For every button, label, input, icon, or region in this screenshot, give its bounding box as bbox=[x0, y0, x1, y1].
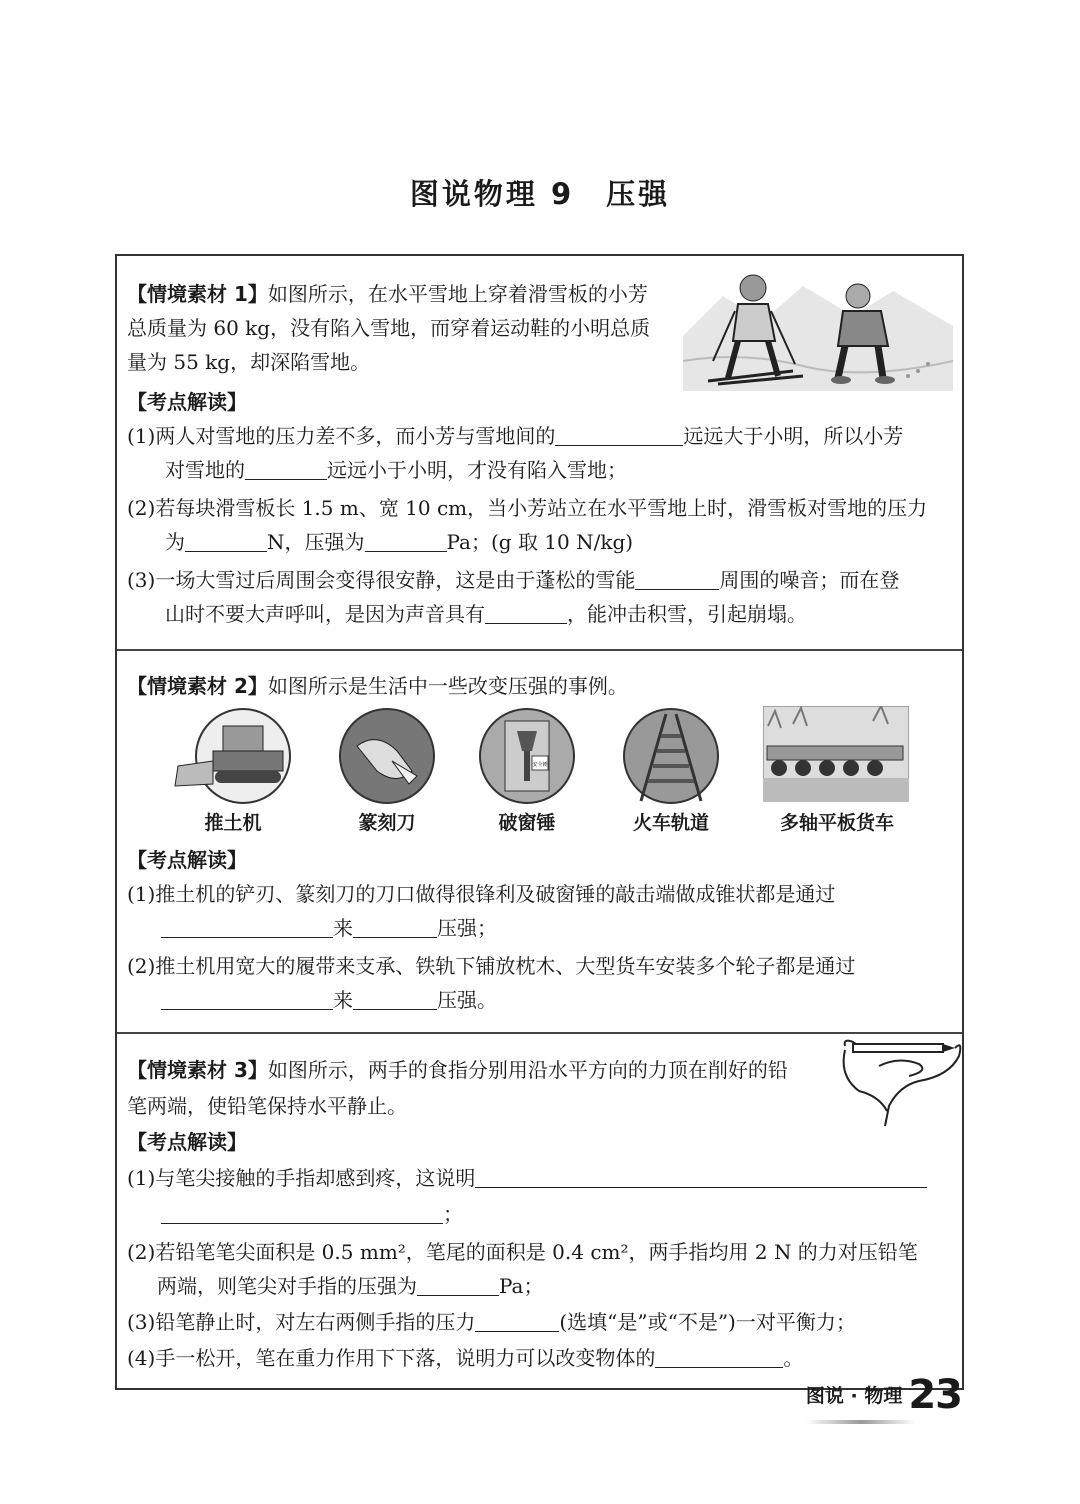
caption-bulldozer: 推土机 bbox=[204, 812, 262, 834]
s2-q1-line1: (1)推土机的铲刃、篆刻刀的刀口做得很锋利及破窗锤的敲击端做成锥状都是通过 bbox=[127, 882, 836, 906]
answer-blank[interactable] bbox=[161, 1203, 443, 1224]
s1-q3-line2: 山时不要大声呼叫，是因为声音具有 ，能冲击积雪，引起崩塌。 bbox=[165, 602, 807, 626]
caption-railway: 火车轨道 bbox=[632, 812, 709, 834]
answer-blank[interactable] bbox=[485, 603, 567, 624]
carving-knife-image bbox=[337, 706, 437, 806]
section3-analysis-tag: 【考点解读】 bbox=[127, 1130, 247, 1154]
skiers-illustration bbox=[683, 266, 953, 391]
section1-intro-text1: 如图所示，在水平雪地上穿着滑雪板的小芳 bbox=[267, 282, 648, 306]
content-frame bbox=[115, 254, 964, 1390]
s1-q1-line2: 对雪地的 远远小于小明，才没有陷入雪地； bbox=[165, 458, 627, 482]
s3-q3-line1: (3)铅笔静止时，对左右两侧手指的压力 (选填“是”或“不是”)一对平衡力； bbox=[127, 1310, 856, 1334]
s3-q4-line1: (4)手一松开，笔在重力作用下下落，说明力可以改变物体的 。 bbox=[127, 1346, 804, 1370]
answer-blank[interactable] bbox=[475, 1167, 927, 1188]
section-divider bbox=[117, 649, 962, 651]
bulldozer-image bbox=[173, 706, 293, 806]
s1-q1-line1: (1)两人对雪地的压力差不多，而小芳与雪地间的 远远大于小明，所以小芳 bbox=[127, 424, 904, 448]
section2-analysis-tag: 【考点解读】 bbox=[127, 848, 247, 872]
answer-blank[interactable] bbox=[475, 1311, 559, 1332]
caption-flatbed-truck: 多轴平板货车 bbox=[779, 812, 894, 834]
s2-q2-line2: 来 压强。 bbox=[161, 986, 497, 1014]
answer-blank[interactable] bbox=[555, 425, 683, 446]
caption-carving-knife: 篆刻刀 bbox=[358, 812, 416, 834]
section1-intro-line1 bbox=[127, 280, 648, 308]
flatbed-truck-image bbox=[763, 706, 909, 802]
section1-intro-line2: 总质量为 60 kg，没有陷入雪地，而穿着运动鞋的小明总质 bbox=[127, 316, 651, 340]
s2-q2-line1: (2)推土机用宽大的履带来支承、铁轨下铺放枕木、大型货车安装多个轮子都是通过 bbox=[127, 954, 856, 978]
s3-q2-line1: (2)若铅笔笔尖面积是 0.5 mm²，笔尾的面积是 0.4 cm²，两手指均用 2 N 的力对压铅笔 bbox=[127, 1240, 918, 1264]
s2-q1-line2: 来 压强； bbox=[161, 914, 497, 942]
section1-analysis-tag: 【考点解读】 bbox=[127, 390, 247, 414]
window-hammer-image bbox=[477, 706, 577, 806]
s1-q2-line1: (2)若每块滑雪板长 1.5 m、宽 10 cm，当小芳站立在水平雪地上时，滑雪板对雪地的压力 bbox=[127, 496, 928, 520]
answer-blank[interactable] bbox=[365, 531, 447, 552]
section-divider bbox=[117, 1032, 962, 1034]
s3-q1-line2: ； bbox=[161, 1200, 463, 1228]
s3-q2-line2: 两端，则笔尖对手指的压强为 Pa； bbox=[157, 1274, 544, 1298]
section1-intro-line3: 量为 55 kg，却深陷雪地。 bbox=[127, 350, 371, 374]
answer-blank[interactable] bbox=[353, 989, 437, 1010]
caption-window-hammer: 破窗锤 bbox=[498, 812, 556, 834]
answer-blank[interactable] bbox=[185, 531, 267, 552]
answer-blank[interactable] bbox=[417, 1275, 499, 1296]
page-title: 图说物理 9 压强 bbox=[409, 177, 671, 211]
pencil-fingers-illustration bbox=[839, 1036, 964, 1128]
railway-image bbox=[621, 706, 721, 806]
answer-blank[interactable] bbox=[161, 917, 333, 938]
page-footer bbox=[806, 1372, 962, 1418]
s1-q2-line2: 为 N，压强为 Pa；(g 取 10 N/kg) bbox=[165, 530, 634, 554]
answer-blank[interactable] bbox=[353, 917, 437, 938]
s1-q3-line1: (3)一场大雪过后周围会变得很安静，这是由于蓬松的雪能 周围的噪音；而在登 bbox=[127, 568, 900, 592]
answer-blank[interactable] bbox=[161, 989, 333, 1010]
answer-blank[interactable] bbox=[635, 569, 719, 590]
answer-blank[interactable] bbox=[655, 1347, 783, 1368]
section2-intro: 【情境素材 2】如图所示是生活中一些改变压强的事例。 bbox=[127, 674, 628, 698]
footer-rule bbox=[806, 1420, 916, 1424]
page-number: 23 bbox=[908, 1372, 962, 1418]
section3-intro-line2: 笔两端，使铅笔保持水平静止。 bbox=[127, 1094, 407, 1118]
section3-intro-line1: 【情境素材 3】如图所示，两手的食指分别用沿水平方向的力顶在削好的铅 bbox=[127, 1058, 788, 1082]
answer-blank[interactable] bbox=[245, 459, 327, 480]
sticker-text: 安全锤 bbox=[532, 762, 548, 768]
footer-label: 图说 · 物理 bbox=[805, 1385, 903, 1407]
s3-q1-line1: (1)与笔尖接触的手指却感到疼，这说明 bbox=[127, 1164, 927, 1192]
section1-tag: 【情境素材 1】 bbox=[127, 282, 268, 306]
